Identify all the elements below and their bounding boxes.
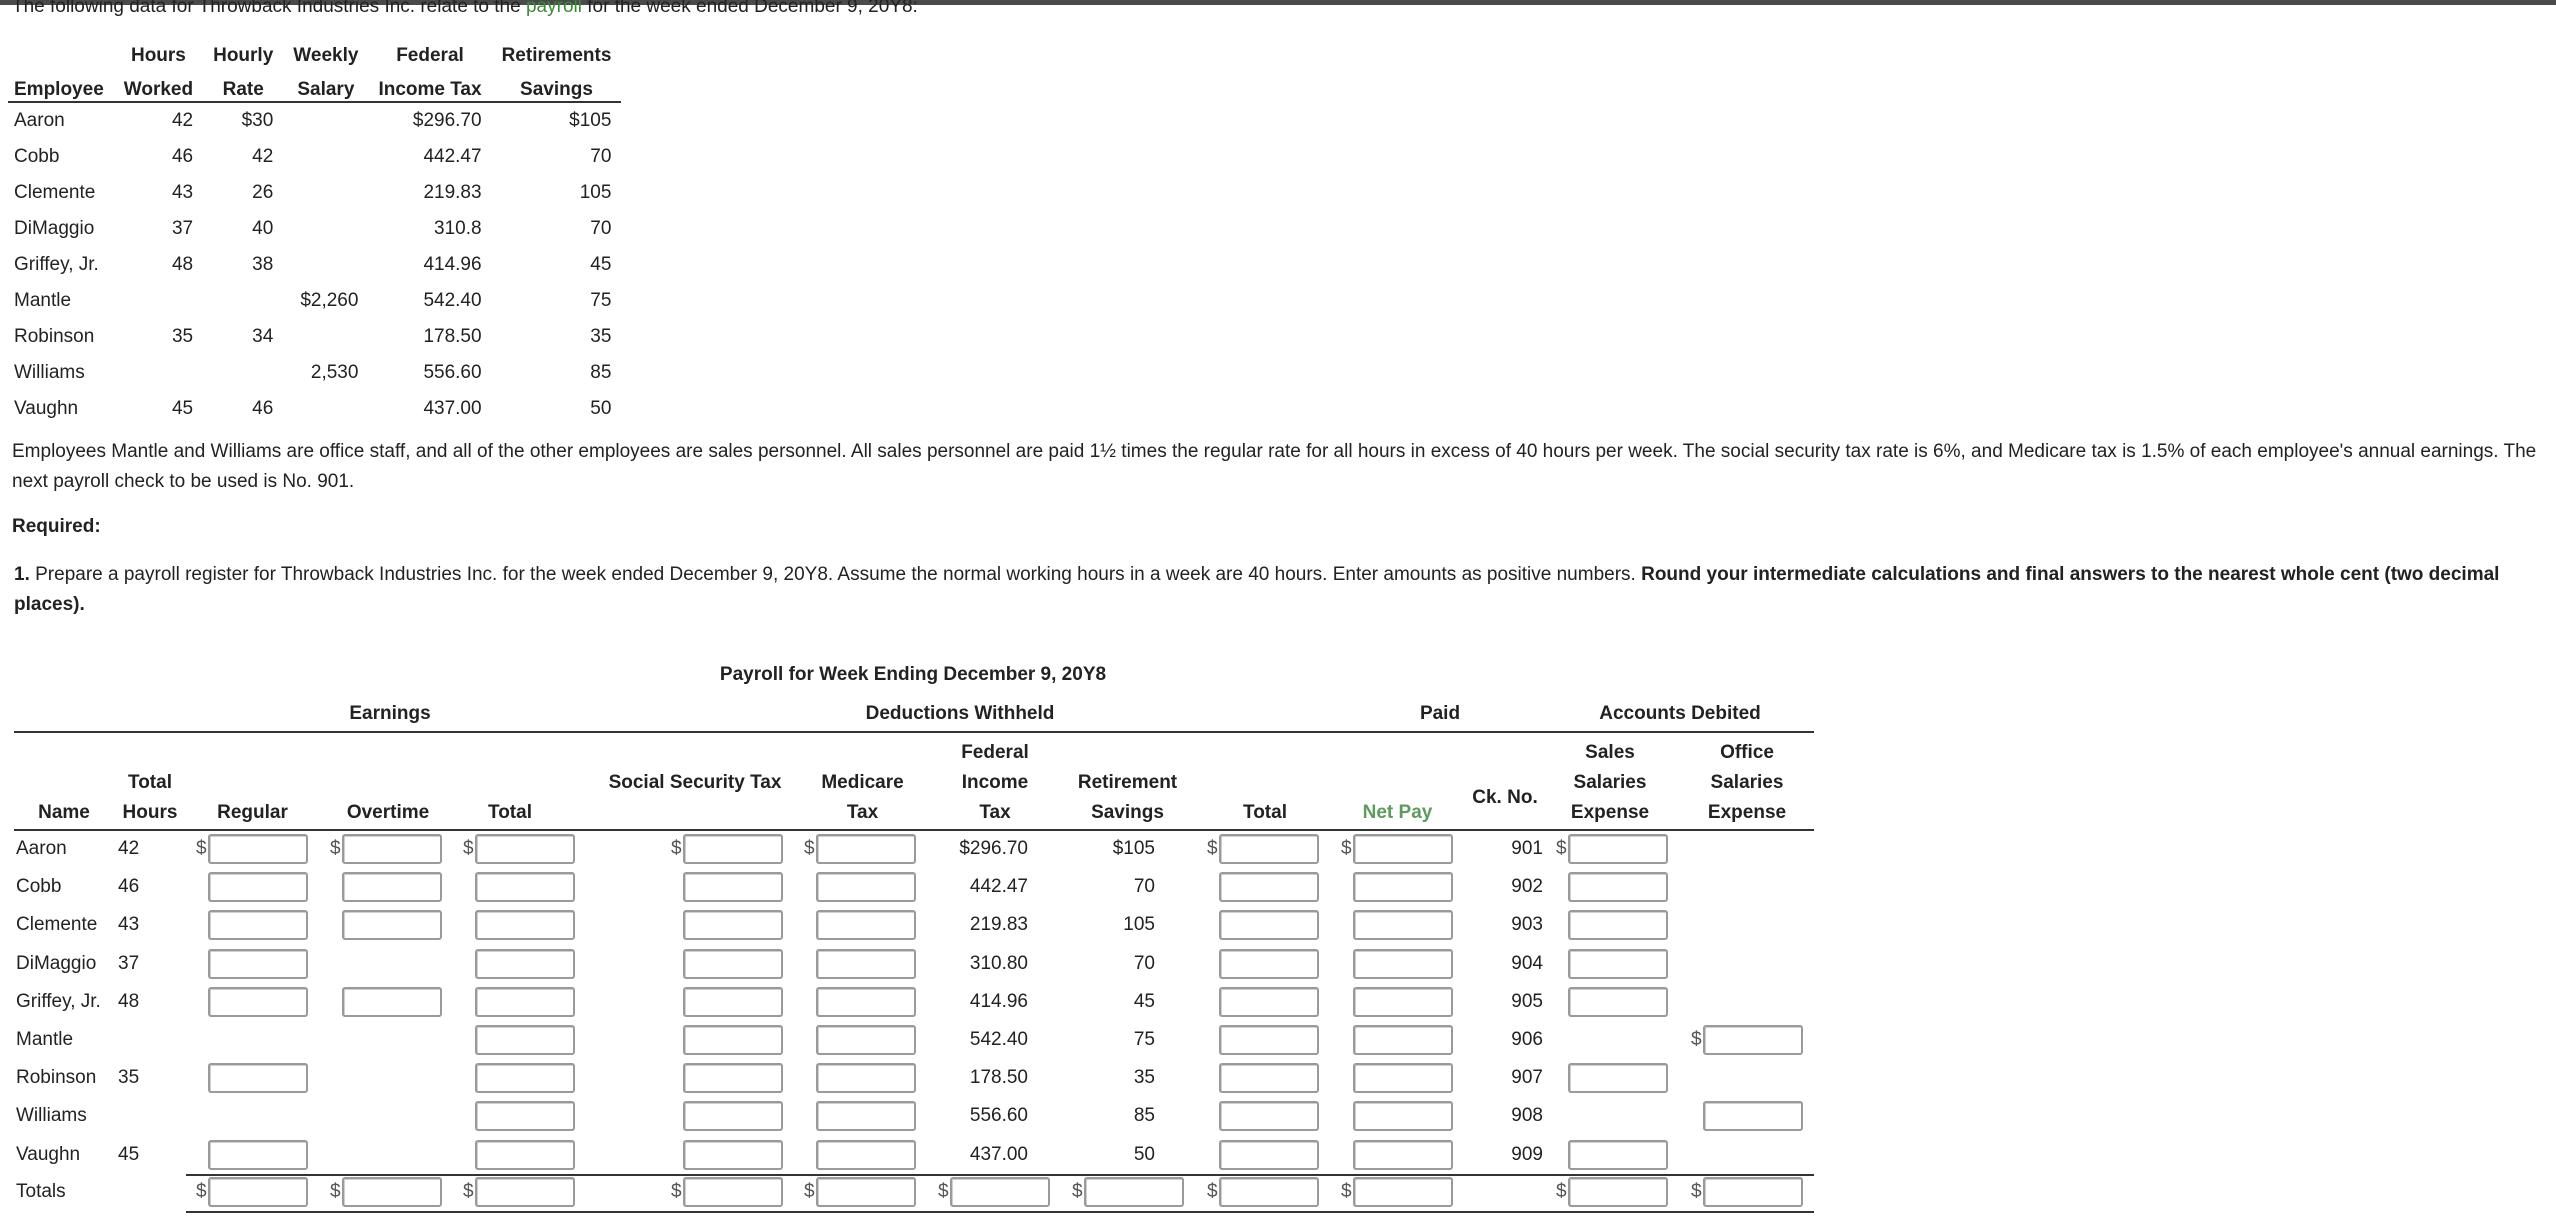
register-employee-name: Cobb [16, 876, 62, 897]
employee-name: Cobb [14, 146, 60, 167]
input-total-amount[interactable] [1703, 1177, 1803, 1207]
intro-text: The following data for Throwback Industries Inc. relate to the payroll for the week ended December 9, 20Y8: [12, 0, 918, 18]
dollar-sign: $ [1072, 1181, 1083, 1202]
register-retirement-savings: 105 [1123, 914, 1155, 935]
totals-rule-top [186, 1174, 1814, 1176]
data-row [8, 391, 621, 427]
header-top: Hours [130, 45, 186, 66]
register-retirement-savings: 50 [1133, 1144, 1155, 1165]
col-medicare: Medicare [821, 772, 904, 793]
register-employee-name: Griffey, Jr. [16, 991, 101, 1012]
register-check-number: 904 [1511, 953, 1543, 974]
totals-label: Totals [16, 1181, 66, 1202]
register-employee-name: Vaughn [16, 1144, 81, 1165]
input-ss[interactable] [683, 1140, 783, 1170]
col-deduction-total: Total [1243, 802, 1287, 823]
input-medicare[interactable] [816, 1140, 916, 1170]
input-medicare[interactable] [816, 1101, 916, 1131]
dollar-sign: $ [804, 838, 815, 859]
data-row [8, 175, 621, 211]
input-ss[interactable] [683, 910, 783, 940]
col-office-salaries: Salaries [1710, 772, 1784, 793]
col-federal-income-tax: Income [961, 772, 1029, 793]
data-row [8, 355, 621, 391]
col-office-salaries: Office [1720, 742, 1774, 763]
input-ss[interactable] [683, 987, 783, 1017]
dollar-sign: $ [1691, 1029, 1702, 1050]
input-ss[interactable] [683, 834, 783, 864]
col-social-security: Social Security Tax [608, 772, 782, 793]
question-text: 1. Prepare a payroll register for Throwback Industries Inc. for the week ended December 9, 20Y8. Assume the normal working hours in a week are 40 hours. Enter amounts as positive numbers. Round your intermediate calculations and final answers to the nearest whole cent (two decimal places). [14, 564, 2500, 615]
input-sales[interactable] [1568, 1063, 1668, 1093]
input-dedtotal[interactable] [1219, 1025, 1319, 1055]
retirement-savings: 70 [590, 146, 612, 167]
hours-worked [114, 355, 203, 391]
dollar-sign: $ [196, 838, 207, 859]
header-top [8, 37, 114, 67]
col-retirement-savings: Retirement [1077, 772, 1178, 793]
employee-name: DiMaggio [14, 218, 95, 239]
input-ss[interactable] [683, 1025, 783, 1055]
weekly-salary: 2,530 [310, 362, 359, 383]
dollar-sign: $ [1207, 1181, 1218, 1202]
hours-worked: 42 [171, 110, 194, 131]
employee-name: Vaughn [14, 398, 79, 419]
employee-name: Griffey, Jr. [14, 254, 99, 275]
input-regular[interactable] [208, 1140, 308, 1170]
register-employee-name: Clemente [16, 914, 98, 935]
input-medicare[interactable] [816, 1063, 916, 1093]
federal-income-tax: 178.50 [423, 326, 482, 347]
register-retirement-savings: 70 [1133, 953, 1155, 974]
header-top: Weekly [293, 45, 359, 66]
employee-name: Mantle [14, 290, 72, 311]
input-total-amount[interactable] [1219, 1177, 1319, 1207]
input-total[interactable] [475, 1140, 575, 1170]
dollar-sign: $ [1691, 1181, 1702, 1202]
input-overtime[interactable] [342, 834, 442, 864]
input-total-amount[interactable] [683, 1177, 783, 1207]
col-medicare: Tax [846, 802, 879, 823]
federal-income-tax: 219.83 [423, 182, 482, 203]
instructions-paragraph: Employees Mantle and Williams are office staff, and all of the other employees are sales personnel. All sales personnel are paid 1½ times the regular rate for all hours in excess of 40 hours per week. The social security tax rate is 6%, and Medicare tax is 1.5% of each employee's annual earnings. The next payroll check to be used is No. 901. [12, 441, 2537, 492]
register-check-number: 901 [1511, 838, 1543, 859]
register-retirement-savings: 75 [1133, 1029, 1155, 1050]
input-medicare[interactable] [816, 949, 916, 979]
federal-income-tax: 437.00 [423, 398, 482, 419]
hours-worked [114, 283, 203, 319]
dollar-sign: $ [1341, 838, 1352, 859]
col-overtime: Overtime [346, 802, 430, 823]
register-federal-income-tax: 310.80 [969, 953, 1028, 974]
input-total-amount[interactable] [1568, 1177, 1668, 1207]
data-row [8, 211, 621, 247]
header-rate: Rate [203, 67, 283, 102]
input-dedtotal[interactable] [1219, 1101, 1319, 1131]
col-sales-salaries: Salaries [1573, 772, 1647, 793]
input-netpay[interactable] [1353, 1063, 1453, 1093]
input-ss[interactable] [683, 1101, 783, 1131]
input-netpay[interactable] [1353, 872, 1453, 902]
col-retirement-savings: Savings [1091, 802, 1164, 823]
input-medicare[interactable] [816, 1025, 916, 1055]
hours-worked: 43 [171, 182, 194, 203]
federal-income-tax: 310.8 [434, 218, 482, 239]
weekly-salary [283, 247, 368, 283]
register-check-number: 903 [1511, 914, 1543, 935]
input-medicare[interactable] [816, 872, 916, 902]
dollar-sign: $ [196, 1181, 207, 1202]
register-federal-income-tax: 556.60 [969, 1105, 1028, 1126]
hourly-rate [203, 355, 283, 391]
input-dedtotal[interactable] [1219, 872, 1319, 902]
input-ss[interactable] [683, 872, 783, 902]
register-total-hours: 37 [118, 953, 140, 974]
input-total-amount[interactable] [475, 1177, 575, 1207]
input-sales[interactable] [1568, 872, 1668, 902]
register-total-hours: 35 [118, 1067, 140, 1088]
input-netpay[interactable] [1353, 834, 1453, 864]
hours-worked: 48 [171, 254, 194, 275]
register-check-number: 907 [1511, 1067, 1543, 1088]
weekly-salary [283, 319, 368, 355]
register-total-hours: 43 [118, 914, 140, 935]
hourly-rate: 46 [252, 398, 274, 419]
col-federal-income-tax: Federal [961, 742, 1029, 763]
data-row [8, 102, 621, 139]
input-medicare[interactable] [816, 834, 916, 864]
input-dedtotal[interactable] [1219, 834, 1319, 864]
input-sales[interactable] [1568, 834, 1668, 864]
dollar-sign: $ [671, 838, 682, 859]
register-federal-income-tax: 542.40 [969, 1029, 1028, 1050]
dollar-sign: $ [1207, 838, 1218, 859]
federal-income-tax: 442.47 [423, 146, 482, 167]
federal-income-tax: 556.60 [423, 362, 482, 383]
input-regular[interactable] [208, 1063, 308, 1093]
input-dedtotal[interactable] [1219, 949, 1319, 979]
register-retirement-savings: 70 [1133, 876, 1155, 897]
hourly-rate [203, 283, 283, 319]
payroll-link[interactable]: payroll [525, 0, 582, 17]
input-total-amount[interactable] [1084, 1177, 1184, 1207]
input-regular[interactable] [208, 872, 308, 902]
dollar-sign: $ [330, 1181, 341, 1202]
input-regular[interactable] [208, 834, 308, 864]
register-federal-income-tax: $296.70 [959, 838, 1028, 859]
input-overtime[interactable] [342, 872, 442, 902]
col-check-number: Ck. No. [1472, 787, 1538, 808]
employee-name: Clemente [14, 182, 96, 203]
header-rule-top [14, 731, 1814, 733]
input-ss[interactable] [683, 949, 783, 979]
register-title: Payroll for Week Ending December 9, 20Y8 [719, 664, 1107, 685]
input-total[interactable] [475, 1101, 575, 1131]
col-sales-salaries: Expense [1570, 802, 1650, 823]
data-row [8, 247, 621, 283]
register-retirement-savings: $105 [1112, 838, 1155, 859]
dollar-sign: $ [1556, 838, 1567, 859]
data-row [8, 139, 621, 175]
register-employee-name: Mantle [16, 1029, 74, 1050]
input-sales[interactable] [1568, 949, 1668, 979]
input-dedtotal[interactable] [1219, 1063, 1319, 1093]
weekly-salary: $2,260 [300, 290, 359, 311]
header-employee: Employee [8, 67, 114, 102]
data-row [8, 319, 621, 355]
col-regular: Regular [217, 802, 288, 823]
input-total[interactable] [475, 1025, 575, 1055]
col-sales-salaries: Sales [1585, 742, 1635, 763]
header-worked: Worked [114, 67, 203, 102]
register-federal-income-tax: 442.47 [969, 876, 1028, 897]
hours-worked: 35 [171, 326, 194, 347]
register-retirement-savings: 45 [1133, 991, 1155, 1012]
col-federal-income-tax: Tax [979, 802, 1011, 823]
hours-worked: 37 [171, 218, 194, 239]
dollar-sign: $ [671, 1181, 682, 1202]
col-office-salaries: Expense [1707, 802, 1787, 823]
input-total-amount[interactable] [1353, 1177, 1453, 1207]
hourly-rate: 34 [252, 326, 274, 347]
input-total-amount[interactable] [950, 1177, 1050, 1207]
retirement-savings: 85 [590, 362, 612, 383]
header-salary: Salary [283, 67, 368, 102]
weekly-salary [283, 391, 368, 427]
input-regular[interactable] [208, 987, 308, 1017]
dollar-sign: $ [463, 1181, 474, 1202]
dollar-sign: $ [1341, 1181, 1352, 1202]
header-top: Federal [396, 45, 464, 66]
header-income-tax: Income Tax [368, 67, 491, 102]
employee-name: Aaron [14, 110, 65, 131]
federal-income-tax: 542.40 [423, 290, 482, 311]
weekly-salary [283, 211, 368, 247]
input-regular[interactable] [208, 949, 308, 979]
input-total[interactable] [475, 949, 575, 979]
input-sales[interactable] [1568, 910, 1668, 940]
header-savings: Savings [492, 67, 622, 102]
federal-income-tax: 414.96 [423, 254, 482, 275]
register-employee-name: DiMaggio [16, 953, 97, 974]
input-office[interactable] [1703, 1101, 1803, 1131]
register-retirement-savings: 35 [1133, 1067, 1155, 1088]
col-total-hours: Total [128, 772, 172, 793]
group-earnings: Earnings [349, 703, 431, 724]
hourly-rate: 40 [252, 218, 274, 239]
retirement-savings: 50 [590, 398, 612, 419]
dollar-sign: $ [804, 1181, 815, 1202]
retirement-savings: 70 [590, 218, 612, 239]
input-medicare[interactable] [816, 910, 916, 940]
input-overtime[interactable] [342, 987, 442, 1017]
input-netpay[interactable] [1353, 1140, 1453, 1170]
input-dedtotal[interactable] [1219, 987, 1319, 1017]
register-federal-income-tax: 219.83 [969, 914, 1028, 935]
col-name: Name [38, 802, 90, 823]
hours-worked: 46 [171, 146, 194, 167]
input-regular[interactable] [208, 910, 308, 940]
input-sales[interactable] [1568, 1140, 1668, 1170]
register-total-hours: 46 [118, 876, 140, 897]
register-total-hours: 42 [118, 838, 140, 859]
retirement-savings: $105 [569, 110, 612, 131]
retirement-savings: 45 [590, 254, 612, 275]
register-employee-name: Williams [16, 1105, 87, 1126]
hourly-rate: 42 [252, 146, 274, 167]
input-total[interactable] [475, 834, 575, 864]
register-retirement-savings: 85 [1133, 1105, 1155, 1126]
register-employee-name: Robinson [16, 1067, 97, 1088]
dollar-sign: $ [330, 838, 341, 859]
input-total-amount[interactable] [816, 1177, 916, 1207]
input-netpay[interactable] [1353, 987, 1453, 1017]
input-total-amount[interactable] [342, 1177, 442, 1207]
dollar-sign: $ [1556, 1181, 1567, 1202]
group-accounts: Accounts Debited [1599, 703, 1761, 724]
input-netpay[interactable] [1353, 1101, 1453, 1131]
input-total[interactable] [475, 987, 575, 1017]
federal-income-tax: $296.70 [412, 110, 482, 131]
input-ss[interactable] [683, 1063, 783, 1093]
register-total-hours: 48 [118, 991, 140, 1012]
input-netpay[interactable] [1353, 949, 1453, 979]
weekly-salary [283, 102, 368, 139]
input-office[interactable] [1703, 1025, 1803, 1055]
header-top: Hourly [213, 45, 274, 66]
group-paid: Paid [1419, 703, 1461, 724]
register-federal-income-tax: 414.96 [969, 991, 1028, 1012]
required-label: Required: [12, 516, 101, 537]
header-top: Retirements [501, 45, 612, 66]
dollar-sign: $ [938, 1181, 949, 1202]
register-check-number: 906 [1511, 1029, 1543, 1050]
employee-name: Williams [14, 362, 85, 383]
input-total[interactable] [475, 872, 575, 902]
totals-rule-bottom [186, 1211, 1814, 1213]
retirement-savings: 75 [590, 290, 612, 311]
register-federal-income-tax: 178.50 [969, 1067, 1028, 1088]
header-rule-bottom [14, 829, 1814, 831]
hourly-rate: $30 [241, 110, 274, 131]
register-check-number: 909 [1511, 1144, 1543, 1165]
employee-name: Robinson [14, 326, 95, 347]
employee-data-table [8, 37, 621, 427]
input-total[interactable] [475, 910, 575, 940]
hourly-rate: 38 [252, 254, 274, 275]
register-total-hours: 45 [118, 1144, 140, 1165]
input-medicare[interactable] [816, 987, 916, 1017]
register-check-number: 905 [1511, 991, 1543, 1012]
register-check-number: 908 [1511, 1105, 1543, 1126]
dollar-sign: $ [463, 838, 474, 859]
col-earn-total: Total [488, 802, 532, 823]
retirement-savings: 35 [590, 326, 612, 347]
register-federal-income-tax: 437.00 [969, 1144, 1028, 1165]
weekly-salary [283, 175, 368, 211]
hourly-rate: 26 [252, 182, 274, 203]
register-employee-name: Aaron [16, 838, 67, 859]
col-net-pay: Net Pay [1362, 802, 1433, 823]
data-row [8, 283, 621, 319]
input-dedtotal[interactable] [1219, 1140, 1319, 1170]
col-total-hours: Hours [122, 802, 178, 823]
input-total[interactable] [475, 1063, 575, 1093]
group-deductions: Deductions Withheld [865, 703, 1055, 724]
input-netpay[interactable] [1353, 1025, 1453, 1055]
input-overtime[interactable] [342, 910, 442, 940]
weekly-salary [283, 139, 368, 175]
retirement-savings: 105 [579, 182, 612, 203]
input-total-amount[interactable] [208, 1177, 308, 1207]
input-sales[interactable] [1568, 987, 1668, 1017]
hours-worked: 45 [171, 398, 194, 419]
input-dedtotal[interactable] [1219, 910, 1319, 940]
input-netpay[interactable] [1353, 910, 1453, 940]
register-check-number: 902 [1511, 876, 1543, 897]
